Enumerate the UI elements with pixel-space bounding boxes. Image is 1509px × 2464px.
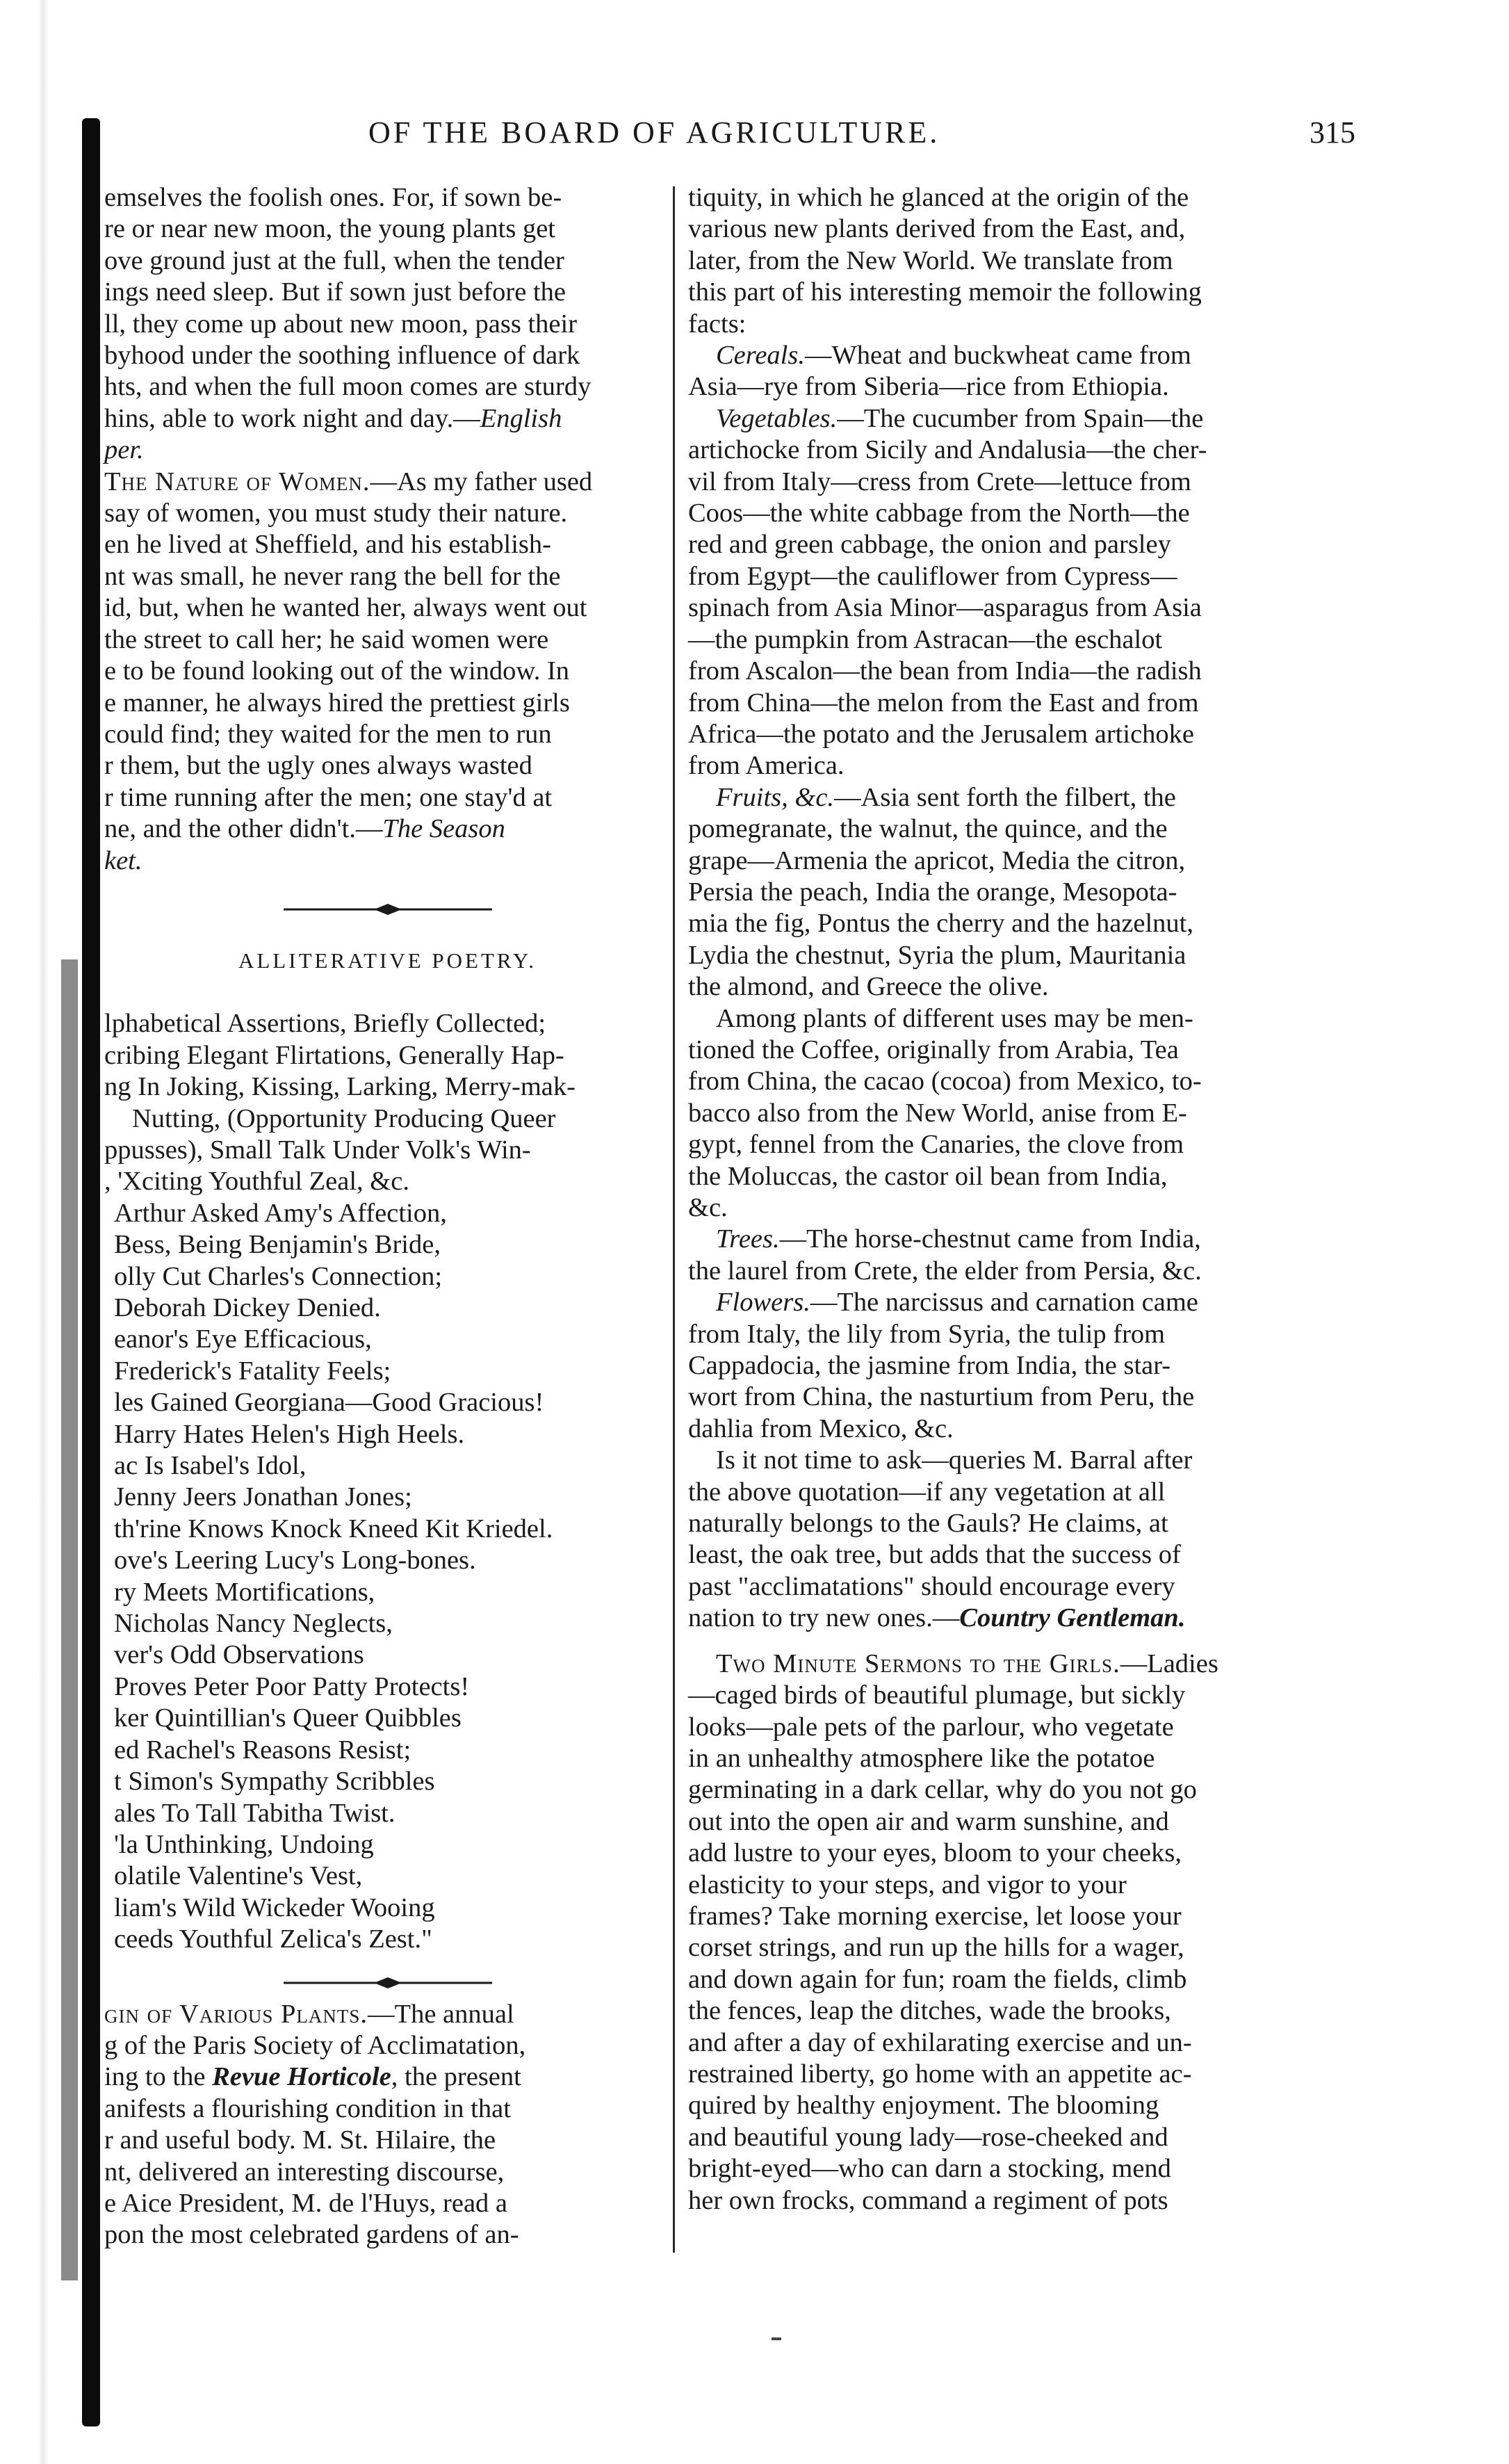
text-line (688, 340, 1352, 371)
vegetables-paragraph (688, 403, 1352, 782)
text-line: anifests a flourishing condition in that (104, 2093, 511, 2123)
text-line: naturally belongs to the Gauls? He claims, at (688, 1509, 1168, 1539)
cereals-label: Cereals. (716, 341, 805, 371)
text-line (104, 435, 671, 466)
flowers-paragraph (688, 1287, 1352, 1445)
text-line: restrained liberty, go home with an appetite ac- (688, 2059, 1192, 2089)
text-line: this part of his interesting memoir the following (688, 277, 1202, 307)
plant-origin-heading: gin of Various Plants. (104, 1999, 368, 2029)
poem-line: Proves Peter Poor Patty Protects! (114, 1671, 470, 1701)
text-line: &c. (688, 1193, 728, 1222)
text-line: en he lived at Sheffield, and his establish- (104, 530, 551, 560)
text-line: re or near new moon, the young plants get (104, 214, 555, 244)
text-line: frames? Take morning exercise, let loose your (688, 1901, 1182, 1931)
poem-line: eanor's Eye Efficacious, (114, 1324, 372, 1354)
poem-line: ry Meets Mortifications, (114, 1577, 375, 1607)
text-line: Among plants of different uses may be men- (716, 1003, 1193, 1033)
text-line: emselves the foolish ones. For, if sown be- (104, 183, 562, 212)
text-line: tiquity, in which he glanced at the origin of the (688, 183, 1189, 212)
running-head (167, 115, 1355, 163)
text-line: red and green cabbage, the onion and parsley (688, 530, 1171, 560)
text-line: e to be found looking out of the window. In (104, 656, 570, 686)
text-line (104, 1999, 671, 2030)
poem-line: ceeds Youthful Zelica's Zest." (114, 1924, 432, 1954)
text-line: the almond, and Greece the olive. (688, 972, 1049, 1002)
poem-line: Deborah Dickey Denied. (114, 1293, 381, 1322)
text-line: germinating in a dark cellar, why do you not go (688, 1775, 1197, 1805)
text-line: id, but, when he wanted her, always went out (104, 593, 587, 623)
text-line: bright-eyed—who can darn a stocking, mend (688, 2154, 1171, 2184)
section-heading: ALLITERATIVE POETRY. (238, 948, 537, 973)
text-line: g of the Paris Society of Acclimatation, (104, 2030, 526, 2060)
text-line: byhood under the soothing influence of dark (104, 341, 580, 371)
text-line: looks—pale pets of the parlour, who vegetate (688, 1712, 1174, 1742)
text-line (104, 813, 671, 845)
text-run: ne, and the other didn't.— (104, 814, 383, 844)
text-line: out into the open air and warm sunshine, and (688, 1806, 1169, 1836)
text-line: least, the oak tree, but adds that the success of (688, 1540, 1181, 1570)
text-line: the above quotation—if any vegetation at all (688, 1477, 1166, 1507)
text-line: ove ground just at the full, when the tender (104, 245, 564, 275)
left-column (104, 182, 671, 2251)
text-run: —The narcissus and carnation came (810, 1288, 1198, 1318)
text-line: wort from China, the nasturtium from Peru, the (688, 1382, 1195, 1412)
text-run: —The annual (368, 1999, 514, 2029)
source-credit: English (480, 403, 562, 433)
poem-line: olly Cut Charles's Connection; (114, 1261, 443, 1291)
ornament-divider (284, 903, 492, 916)
text-line: gypt, fennel from the Canaries, the clove from (688, 1130, 1184, 1160)
poem-line: Jenny Jeers Jonathan Jones; (114, 1482, 412, 1512)
text-line: r them, but the ugly ones always wasted (104, 751, 532, 781)
alliterative-intro (104, 1008, 671, 1197)
poem-line: ker Quintillian's Queer Quibbles (114, 1703, 462, 1733)
text-line: and down again for fun; roam the fields, climb (688, 1964, 1187, 1994)
text-line (688, 1648, 1352, 1680)
text-line: tioned the Coffee, originally from Arabia, Tea (688, 1035, 1179, 1064)
poem-line: ver's Odd Observations (114, 1640, 364, 1670)
text-run: —The horse-chestnut came from India, (779, 1224, 1201, 1254)
text-run: —The cucumber from Spain—the (837, 403, 1204, 433)
text-line: pomegranate, the walnut, the quince, and the (688, 814, 1168, 844)
text-run: —Asia sent forth the filbert, the (834, 782, 1176, 812)
text-line (688, 1603, 1352, 1634)
text-run: —Ladies (1120, 1648, 1218, 1678)
text-line: the street to call her; he said women were (104, 624, 549, 654)
text-run: —Wheat and buckwheat came from (804, 341, 1191, 371)
text-line: Persia the peach, India the orange, Mesopota- (688, 877, 1177, 907)
text-line: corset strings, and run up the hills for a wager, (688, 1933, 1184, 1963)
right-column (688, 182, 1352, 2216)
text-line: facts: (688, 309, 747, 339)
flowers-label: Flowers. (716, 1288, 810, 1318)
fruits-paragraph (688, 782, 1352, 1003)
binding-shadow (0, 0, 49, 2464)
text-line: could find; they waited for the men to run (104, 719, 552, 749)
text-line: and after a day of exhilarating exercise and un- (688, 2027, 1192, 2057)
journal-title: Revue Horticole (212, 2062, 391, 2092)
text-line (104, 403, 671, 435)
text-line: cribing Elegant Flirtations, Generally Hap- (104, 1040, 564, 1070)
poem-line: 'la Unthinking, Undoing (114, 1829, 374, 1859)
text-line: hts, and when the full moon comes are sturdy (104, 372, 592, 402)
text-line (688, 782, 1352, 813)
text-line: ng In Joking, Kissing, Larking, Merry-mak- (104, 1072, 576, 1102)
fruits-label: Fruits, &c. (716, 782, 835, 812)
trees-paragraph (688, 1224, 1352, 1287)
women-paragraph (104, 467, 671, 877)
text-line: later, from the New World. We translate from (688, 245, 1173, 275)
text-line: from Egypt—the cauliflower from Cypress— (688, 561, 1177, 591)
text-line: say of women, you must study their nature. (104, 499, 568, 528)
text-line: , 'Xciting Youthful Zeal, &c. (104, 1167, 409, 1197)
poem-line: Nicholas Nancy Neglects, (114, 1609, 393, 1639)
vegetables-label: Vegetables. (716, 403, 838, 433)
text-run: nation to try new ones.— (688, 1603, 960, 1633)
poem-line: ales To Tall Tabitha Twist. (114, 1798, 395, 1828)
text-line: from China, the cacao (cocoa) from Mexico, to- (688, 1067, 1202, 1096)
text-line: dahlia from Mexico, &c. (688, 1413, 954, 1443)
poem-line: Bess, Being Benjamin's Bride, (114, 1230, 441, 1260)
text-line: Is it not time to ask—queries M. Barral after (716, 1445, 1193, 1475)
text-line: Cappadocia, the jasmine from India, the star- (688, 1351, 1171, 1381)
text-line: and beautiful young lady—rose-cheeked and (688, 2122, 1168, 2152)
sermons-heading: Two Minute Sermons to the Girls. (716, 1648, 1120, 1678)
poem-line: ove's Leering Lucy's Long-bones. (114, 1546, 476, 1575)
text-run: ing to the (104, 2062, 213, 2092)
sermons-paragraph (688, 1648, 1352, 2216)
text-line: the fences, leap the ditches, wade the brooks, (688, 1996, 1171, 2026)
alliterative-poem (104, 1198, 671, 1956)
text-line: grape—Armenia the apricot, Media the citron, (688, 845, 1186, 875)
ornament-divider (284, 1977, 492, 1989)
text-line: e manner, he always hired the prettiest girls (104, 688, 570, 718)
women-heading: The Nature of Women. (104, 467, 370, 496)
text-line: Lydia the chestnut, Syria the plum, Mauritania (688, 940, 1186, 970)
text-line: r time running after the men; one stay'd at (104, 782, 553, 812)
text-line: her own frocks, command a regiment of pots (688, 2185, 1168, 2215)
source-credit-end: ket. (104, 845, 142, 875)
text-run: —As my father used (370, 467, 593, 496)
text-line: Asia—rye from Siberia—rice from Ethiopia. (688, 372, 1169, 402)
query-paragraph (688, 1445, 1352, 1634)
text-line: the laurel from Crete, the elder from Persia, &c. (688, 1256, 1202, 1286)
text-line: —caged birds of beautiful plumage, but sickly (688, 1680, 1186, 1710)
text-line (104, 467, 671, 498)
text-run: , the present (391, 2062, 521, 2092)
trees-label: Trees. (716, 1224, 780, 1254)
plants-paragraph (688, 1003, 1352, 1224)
poem-line: Frederick's Fatality Feels; (114, 1356, 391, 1386)
source-credit: The Season (382, 814, 505, 844)
text-line: add lustre to your eyes, bloom to your cheeks, (688, 1838, 1182, 1868)
text-line: lphabetical Assertions, Briefly Collected; (104, 1009, 546, 1039)
poem-line: olatile Valentine's Vest, (114, 1861, 363, 1891)
text-line (688, 1287, 1352, 1318)
text-line: quired by healthy enjoyment. The blooming (688, 2091, 1159, 2121)
text-line: various new plants derived from the East, and, (688, 214, 1186, 244)
text-line: from Ascalon—the bean from India—the radish (688, 656, 1202, 686)
binding-edge-shadow (61, 959, 78, 2280)
poem-line: les Gained Georgiana—Good Gracious! (114, 1388, 544, 1418)
text-line: spinach from Asia Minor—asparagus from Asia (688, 593, 1202, 623)
text-line: the Moluccas, the castor oil bean from India, (688, 1161, 1168, 1191)
source-credit-end: per. (104, 435, 144, 465)
poem-line: ac Is Isabel's Idol, (114, 1451, 307, 1481)
text-line: r and useful body. M. St. Hilaire, the (104, 2125, 496, 2155)
text-line: —the pumpkin from Astracan—the eschalot (688, 624, 1163, 654)
text-line: ings need sleep. But if sown just before the (104, 277, 566, 307)
text-line: pon the most celebrated gardens of an- (104, 2220, 519, 2250)
text-line (104, 845, 671, 877)
binding-edge (82, 118, 100, 2426)
text-line: elasticity to your steps, and vigor to your (688, 1870, 1127, 1899)
text-line: ll, they come up about new moon, pass their (104, 309, 578, 339)
text-line: e Aice President, M. de l'Huys, read a (104, 2188, 508, 2218)
text-line: Coos—the white cabbage from the North—the (688, 499, 1190, 528)
text-line: Africa—the potato and the Jerusalem artichoke (688, 719, 1195, 749)
text-line: vil from Italy—cress from Crete—lettuce from (688, 467, 1191, 496)
text-line: artichocke from Sicily and Andalusia—the cher- (688, 435, 1207, 465)
moon-paragraph (104, 182, 671, 467)
poem-line: liam's Wild Wickeder Wooing (114, 1892, 435, 1922)
plant-origin-paragraph (104, 1999, 671, 2251)
cereals-paragraph (688, 340, 1352, 403)
antiquity-paragraph (688, 182, 1352, 340)
source-credit: Country Gentleman. (959, 1603, 1186, 1633)
poem-line: th'rine Knows Knock Kneed Kit Kriedel. (114, 1514, 553, 1543)
spacer (688, 1635, 1352, 1648)
text-line (688, 403, 1352, 435)
text-line: past "acclimatations" should encourage every (688, 1571, 1175, 1601)
poem-line: ed Rachel's Reasons Resist; (114, 1735, 411, 1765)
page-number: 315 (1310, 115, 1355, 149)
text-line: Nutting, (Opportunity Producing Queer (132, 1103, 556, 1133)
text-line (104, 2061, 671, 2093)
text-line: nt, delivered an interesting discourse, (104, 2157, 505, 2187)
text-line: mia the fig, Pontus the cherry and the hazelnut, (688, 909, 1194, 939)
text-line: from China—the melon from the East and from (688, 688, 1199, 718)
text-line: ppusses), Small Talk Under Volk's Win- (104, 1135, 531, 1165)
column-rule (673, 186, 675, 2253)
text-line: in an unhealthy atmosphere like the potatoe (688, 1743, 1155, 1773)
text-line: nt was small, he never rang the bell for the (104, 561, 561, 591)
text-line (688, 1224, 1352, 1255)
text-line: from America. (688, 751, 845, 781)
running-title: OF THE BOARD OF AGRICULTURE. (368, 115, 940, 149)
print-speck (772, 2337, 781, 2340)
text-line: from Italy, the lily from Syria, the tulip from (688, 1319, 1166, 1349)
poem-line: Arthur Asked Amy's Affection, (114, 1198, 447, 1228)
text-run: hins, able to work night and day.— (104, 403, 480, 433)
text-line: bacco also from the New World, anise from E- (688, 1098, 1187, 1128)
poem-line: t Simon's Sympathy Scribbles (114, 1767, 435, 1797)
poem-line: Harry Hates Helen's High Heels. (114, 1419, 465, 1449)
